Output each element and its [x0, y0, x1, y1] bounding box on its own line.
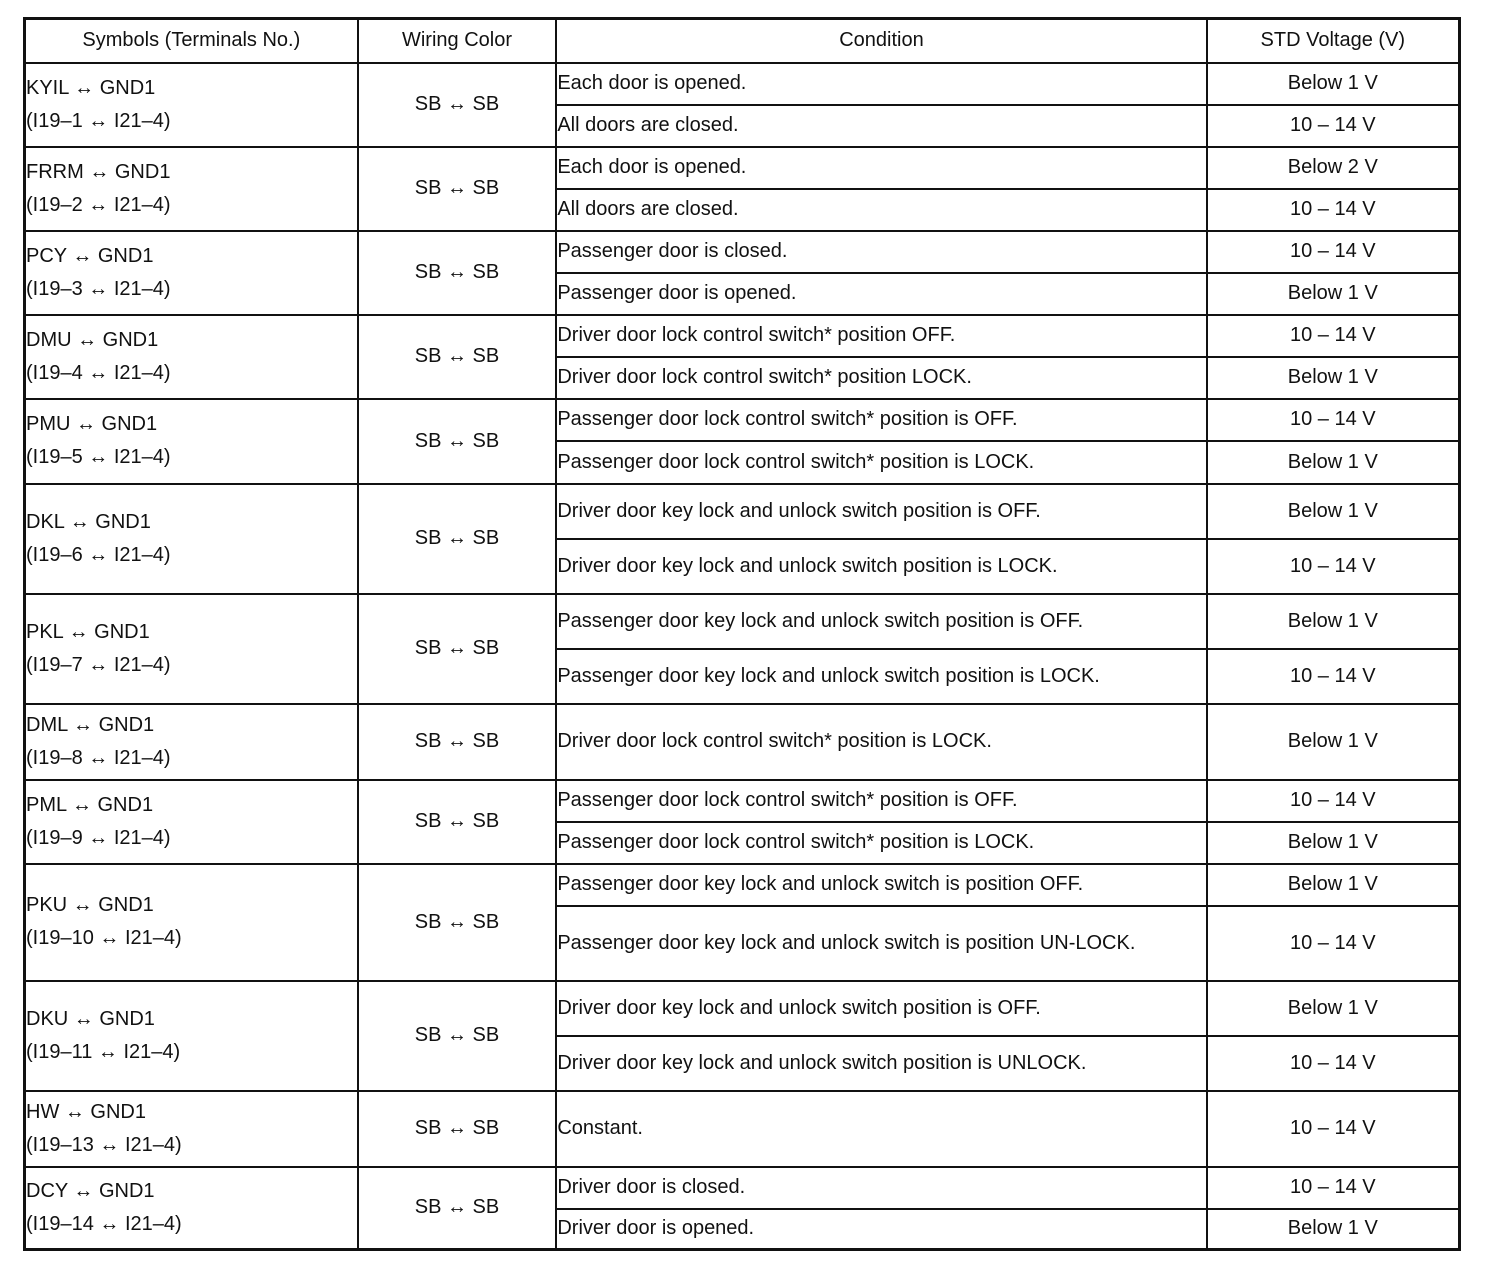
table-row	[25, 1167, 1460, 1209]
std-voltage-cell: 10 – 14 V	[1207, 315, 1460, 357]
table-row	[25, 704, 1460, 780]
std-voltage-cell: 10 – 14 V	[1207, 649, 1460, 704]
std-voltage-cell: 10 – 14 V	[1207, 105, 1460, 147]
symbol-label: DKL ↔ GND1	[26, 510, 151, 533]
condition-cell: Driver door is closed.	[556, 1167, 1206, 1209]
condition-cell: All doors are closed.	[556, 189, 1206, 231]
std-voltage-cell: Below 1 V	[1207, 822, 1460, 864]
condition-cell: Driver door key lock and unlock switch position is OFF.	[556, 484, 1206, 539]
std-voltage-cell: 10 – 14 V	[1207, 1036, 1460, 1091]
symbol-cell	[25, 981, 358, 1091]
condition-cell: Passenger door key lock and unlock switch is position UN-LOCK.	[556, 906, 1206, 981]
condition-cell: Passenger door key lock and unlock switch is position OFF.	[556, 864, 1206, 906]
wiring-color-cell: SB ↔ SB	[358, 594, 557, 704]
std-voltage-cell: Below 1 V	[1207, 357, 1460, 399]
condition-cell: Driver door lock control switch* position is LOCK.	[556, 704, 1206, 780]
std-voltage-cell: Below 1 V	[1207, 484, 1460, 539]
std-voltage-cell: 10 – 14 V	[1207, 906, 1460, 981]
condition-cell: Each door is opened.	[556, 147, 1206, 189]
header-condition: Condition	[556, 19, 1206, 63]
table-row	[25, 147, 1460, 189]
condition-cell: Passenger door lock control switch* position is OFF.	[556, 399, 1206, 441]
table-row	[25, 594, 1460, 649]
terminal-numbers: (I19–13 ↔ I21–4)	[26, 1133, 182, 1156]
symbol-label: DCY ↔ GND1	[26, 1179, 155, 1202]
symbol-cell	[25, 780, 358, 864]
wiring-color-cell: SB ↔ SB	[358, 315, 557, 399]
symbol-label: PCY ↔ GND1	[26, 244, 154, 267]
std-voltage-cell: 10 – 14 V	[1207, 189, 1460, 231]
terminal-voltage-table	[23, 17, 1461, 1251]
terminal-numbers: (I19–1 ↔ I21–4)	[26, 109, 171, 132]
symbol-cell	[25, 63, 358, 147]
std-voltage-cell: 10 – 14 V	[1207, 1167, 1460, 1209]
symbol-label: DMU ↔ GND1	[26, 328, 159, 351]
table-row	[25, 231, 1460, 273]
std-voltage-cell: Below 1 V	[1207, 704, 1460, 780]
terminal-numbers: (I19–4 ↔ I21–4)	[26, 361, 171, 384]
symbol-cell	[25, 594, 358, 704]
condition-cell: Constant.	[556, 1091, 1206, 1167]
std-voltage-cell: 10 – 14 V	[1207, 539, 1460, 594]
header-wiring-color: Wiring Color	[358, 19, 557, 63]
wiring-color-cell: SB ↔ SB	[358, 231, 557, 315]
table-row	[25, 484, 1460, 539]
condition-cell: Passenger door lock control switch* position is OFF.	[556, 780, 1206, 822]
wiring-color-cell: SB ↔ SB	[358, 484, 557, 594]
std-voltage-cell: Below 1 V	[1207, 1209, 1460, 1250]
std-voltage-cell: 10 – 14 V	[1207, 399, 1460, 441]
symbol-label: PKL ↔ GND1	[26, 620, 150, 643]
std-voltage-cell: 10 – 14 V	[1207, 231, 1460, 273]
condition-cell: Passenger door is opened.	[556, 273, 1206, 315]
condition-cell: Driver door key lock and unlock switch position is LOCK.	[556, 539, 1206, 594]
wiring-color-cell: SB ↔ SB	[358, 780, 557, 864]
std-voltage-cell: 10 – 14 V	[1207, 1091, 1460, 1167]
terminal-numbers: (I19–9 ↔ I21–4)	[26, 826, 171, 849]
symbol-label: PML ↔ GND1	[26, 793, 154, 816]
condition-cell: Driver door is opened.	[556, 1209, 1206, 1250]
std-voltage-cell: Below 1 V	[1207, 864, 1460, 906]
symbol-label: PKU ↔ GND1	[26, 894, 154, 916]
symbol-cell	[25, 1091, 358, 1167]
header-row	[25, 19, 1460, 63]
table-row	[25, 864, 1460, 906]
std-voltage-cell: Below 1 V	[1207, 981, 1460, 1036]
symbol-cell	[25, 147, 358, 231]
condition-cell: Driver door lock control switch* position LOCK.	[556, 357, 1206, 399]
table-row	[25, 981, 1460, 1036]
std-voltage-cell: Below 2 V	[1207, 147, 1460, 189]
terminal-numbers: (I19–11 ↔ I21–4)	[26, 1040, 181, 1063]
table-body	[25, 63, 1460, 1250]
condition-cell: Passenger door is closed.	[556, 231, 1206, 273]
terminal-numbers: (I19–6 ↔ I21–4)	[26, 543, 171, 566]
symbol-cell	[25, 1167, 358, 1250]
symbol-cell	[25, 704, 358, 780]
symbol-label: DML ↔ GND1	[26, 713, 155, 736]
terminal-numbers: (I19–3 ↔ I21–4)	[26, 277, 171, 300]
symbol-cell	[25, 231, 358, 315]
condition-cell: Passenger door key lock and unlock switch position is OFF.	[556, 594, 1206, 649]
symbol-label: FRRM ↔ GND1	[26, 160, 171, 183]
terminal-numbers: (I19–7 ↔ I21–4)	[26, 653, 171, 676]
table-row	[25, 399, 1460, 441]
symbol-label: HW ↔ GND1	[26, 1100, 146, 1123]
wiring-color-cell: SB ↔ SB	[358, 864, 557, 981]
terminal-numbers: (I19–10 ↔ I21–4)	[26, 927, 182, 949]
terminal-numbers: (I19–8 ↔ I21–4)	[26, 746, 171, 769]
table-row	[25, 63, 1460, 105]
wiring-color-cell: SB ↔ SB	[358, 399, 557, 484]
wiring-color-cell: SB ↔ SB	[358, 1167, 557, 1250]
table-row	[25, 315, 1460, 357]
terminal-numbers: (I19–5 ↔ I21–4)	[26, 446, 171, 468]
table-row	[25, 780, 1460, 822]
symbol-cell	[25, 399, 358, 484]
symbol-label: DKU ↔ GND1	[26, 1007, 155, 1030]
symbol-label: PMU ↔ GND1	[26, 413, 158, 435]
condition-cell: Driver door lock control switch* position OFF.	[556, 315, 1206, 357]
symbol-cell	[25, 315, 358, 399]
condition-cell: Passenger door lock control switch* position is LOCK.	[556, 822, 1206, 864]
std-voltage-cell: 10 – 14 V	[1207, 780, 1460, 822]
condition-cell: All doors are closed.	[556, 105, 1206, 147]
symbol-cell	[25, 864, 358, 981]
terminal-numbers: (I19–2 ↔ I21–4)	[26, 193, 171, 216]
wiring-color-cell: SB ↔ SB	[358, 147, 557, 231]
condition-cell: Each door is opened.	[556, 63, 1206, 105]
header-std-voltage: STD Voltage (V)	[1207, 19, 1460, 63]
wiring-color-cell: SB ↔ SB	[358, 704, 557, 780]
wiring-color-cell: SB ↔ SB	[358, 63, 557, 147]
condition-cell: Driver door key lock and unlock switch position is OFF.	[556, 981, 1206, 1036]
condition-cell: Driver door key lock and unlock switch position is UNLOCK.	[556, 1036, 1206, 1091]
table-row	[25, 1091, 1460, 1167]
std-voltage-cell: Below 1 V	[1207, 594, 1460, 649]
condition-cell: Passenger door key lock and unlock switch position is LOCK.	[556, 649, 1206, 704]
std-voltage-cell: Below 1 V	[1207, 63, 1460, 105]
terminal-numbers: (I19–14 ↔ I21–4)	[26, 1212, 182, 1235]
std-voltage-cell: Below 1 V	[1207, 441, 1460, 484]
condition-cell: Passenger door lock control switch* position is LOCK.	[556, 441, 1206, 484]
wiring-color-cell: SB ↔ SB	[358, 1091, 557, 1167]
std-voltage-cell: Below 1 V	[1207, 273, 1460, 315]
header-symbols: Symbols (Terminals No.)	[25, 19, 358, 63]
symbol-cell	[25, 484, 358, 594]
wiring-color-cell: SB ↔ SB	[358, 981, 557, 1091]
symbol-label: KYIL ↔ GND1	[26, 76, 156, 99]
